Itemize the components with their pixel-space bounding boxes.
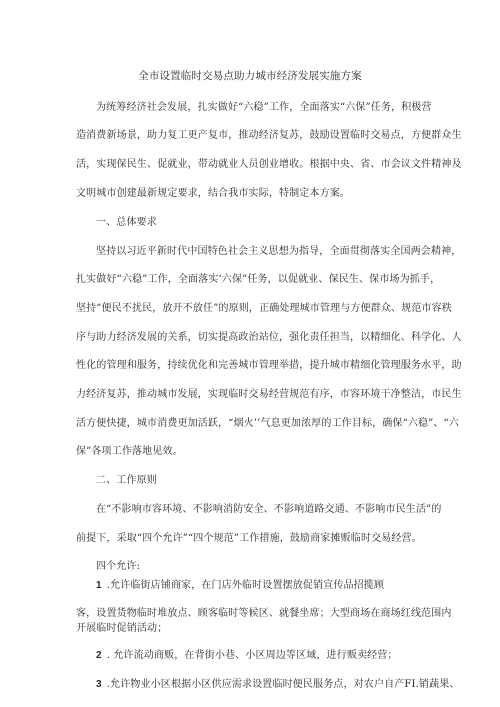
section1-heading: 一、总体要求: [96, 217, 157, 228]
section2-line-2: 前提下，采取“四个允许”“四个规范”工作措施，鼓励商家摊贩临时交易经营。: [76, 533, 422, 544]
list-item-3-number: 3: [96, 679, 102, 690]
allow-heading: 四个允许:: [96, 561, 141, 572]
list-item-1-number: 1: [96, 580, 102, 591]
list-item-3-text: .允许物业小区根据小区供应需求设置临时便民服务点，对农户自产FI.销蔬果、: [106, 679, 460, 690]
list-item-1-line-1: [96, 576, 384, 591]
intro-line-4: 文明城市创建最新规定要求，结合我市实际，特制定本方案。: [76, 188, 351, 199]
section1-line-3: 坚持“便民不扰民，放开不放任”的原则，正确处理城市管理与方便群众、规范市容秩: [76, 303, 452, 314]
section1-line-7: 活方便快捷，城市消费更加活跃，“烟火’’气息更加浓厚的工作目标，确保“六稳”、“六: [76, 418, 459, 429]
section1-line-1: 坚持以习近平新时代中国特色社会主义思想为指导，全面贯彻落实全国两会精神，: [96, 246, 462, 257]
list-item-1-text: .允许临街店铺商家，在门店外临时设置摆放促销宣传品招揽顾: [106, 580, 385, 591]
intro-line-1: 为统筹经济社会发展，扎实做好“六稳”工作，全面落实“六保”任务，积极营: [96, 102, 432, 113]
list-item-2-text: . 允许流动商贩，在背街小巷、小区周边等区域，进行贩卖经营；: [106, 650, 398, 661]
section1-line-4: 序与助力经济发展的关系，切实提高政治站位，强化责任担当，以精细化、科学化、人: [76, 332, 462, 343]
list-item-1-line-3: 开展临时促销活动；: [76, 623, 168, 634]
list-item-1-line-2: 客，设置货物临时堆放点、顾客临时等候区、就餐坐席；大型商场在商场红线范围内: [76, 608, 452, 619]
section1-line-6: 力经济复苏，推动城市发展，实现临时交易经营规范有序，市容环境干净整洁，市民生: [76, 389, 462, 400]
document-title: 全市设置临时交易点助力城市经济发展实施方案: [138, 70, 362, 82]
list-item-2: [96, 646, 398, 661]
list-item-2-number: 2: [96, 650, 102, 661]
intro-line-3: 活，实现保民生、促就业，带动就业人员创业增收。根据中央、省、市会议文件精神及: [76, 159, 462, 170]
section1-line-2: 扎实做好“六稳”工作，全面落实‘六保”任务，以促就业、保民生、保市场为抓手，: [76, 274, 441, 285]
section2-heading: 二、工作原则: [96, 475, 157, 486]
intro-line-2: 造消费新场景，助力复工更产复市，推动经济复苏，鼓励设置临时交易点，方便群众生: [76, 130, 462, 141]
section1-line-8: 保”各项工作落地见效。: [76, 446, 183, 457]
list-item-3: [96, 675, 460, 690]
section2-line-1: 在“不影响市容环境、不影响消防安全、不影响道路交通、不影响市民生活”的: [96, 504, 442, 515]
section1-line-5: 性化的管理和服务，持续优化和完善城市管理举措，提升城市精细化管理服务水平，助: [76, 360, 462, 371]
